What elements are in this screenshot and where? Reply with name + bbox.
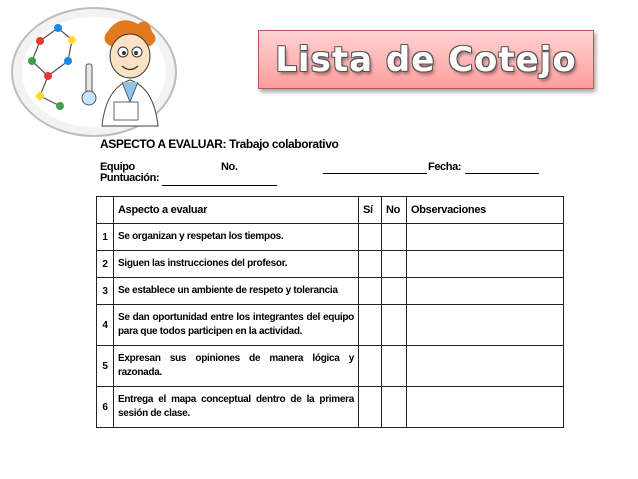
header-observaciones: Observaciones xyxy=(407,197,564,224)
row-aspect: Se establece un ambiente de respeto y tolerancia xyxy=(114,278,359,305)
header-number xyxy=(97,197,114,224)
scientist-cartoon-icon xyxy=(10,6,178,138)
no-cell[interactable] xyxy=(382,346,407,387)
table-row xyxy=(97,387,564,428)
table-row xyxy=(97,305,564,346)
si-cell[interactable] xyxy=(359,387,382,428)
table-row xyxy=(97,278,564,305)
observaciones-cell[interactable] xyxy=(407,305,564,346)
si-cell[interactable] xyxy=(359,305,382,346)
table-row xyxy=(97,346,564,387)
observaciones-cell[interactable] xyxy=(407,224,564,251)
row-number: 1 xyxy=(97,224,114,251)
row-number: 5 xyxy=(97,346,114,387)
observaciones-cell[interactable] xyxy=(407,346,564,387)
puntuacion-blank xyxy=(162,185,277,186)
fecha-label: Fecha: xyxy=(428,161,462,173)
si-cell[interactable] xyxy=(359,251,382,278)
table-row xyxy=(97,251,564,278)
no-label: No. xyxy=(221,161,238,173)
page-title: Lista de Cotejo xyxy=(275,39,577,80)
row-number: 4 xyxy=(97,305,114,346)
header-no: No xyxy=(382,197,407,224)
observaciones-cell[interactable] xyxy=(407,251,564,278)
puntuacion-label: Puntuación: xyxy=(100,172,160,184)
fecha-blank xyxy=(465,173,539,174)
row-aspect: Entrega el mapa conceptual dentro de la primera sesión de clase. xyxy=(114,387,359,428)
no-cell[interactable] xyxy=(382,224,407,251)
row-aspect: Se organizan y respetan los tiempos. xyxy=(114,224,359,251)
si-cell[interactable] xyxy=(359,278,382,305)
blank-line xyxy=(323,173,427,174)
title-banner xyxy=(258,30,594,89)
no-cell[interactable] xyxy=(382,278,407,305)
row-number: 2 xyxy=(97,251,114,278)
no-cell[interactable] xyxy=(382,305,407,346)
aspect-label: ASPECTO A EVALUAR: Trabajo colaborativo xyxy=(100,137,339,151)
si-cell[interactable] xyxy=(359,224,382,251)
no-cell[interactable] xyxy=(382,387,407,428)
table-header-row xyxy=(97,197,564,224)
observaciones-cell[interactable] xyxy=(407,387,564,428)
checklist-table xyxy=(96,196,564,428)
row-aspect: Se dan oportunidad entre los integrantes del equipo para que todos participen en la actividad. xyxy=(114,305,359,346)
table-row xyxy=(97,224,564,251)
header-si: Sí xyxy=(359,197,382,224)
observaciones-cell[interactable] xyxy=(407,278,564,305)
row-number: 3 xyxy=(97,278,114,305)
row-aspect: Siguen las instrucciones del profesor. xyxy=(114,251,359,278)
equipo-label: Equipo xyxy=(100,161,135,173)
row-number: 6 xyxy=(97,387,114,428)
header-aspect: Aspecto a evaluar xyxy=(114,197,359,224)
no-cell[interactable] xyxy=(382,251,407,278)
si-cell[interactable] xyxy=(359,346,382,387)
row-aspect: Expresan sus opiniones de manera lógica y razonada. xyxy=(114,346,359,387)
